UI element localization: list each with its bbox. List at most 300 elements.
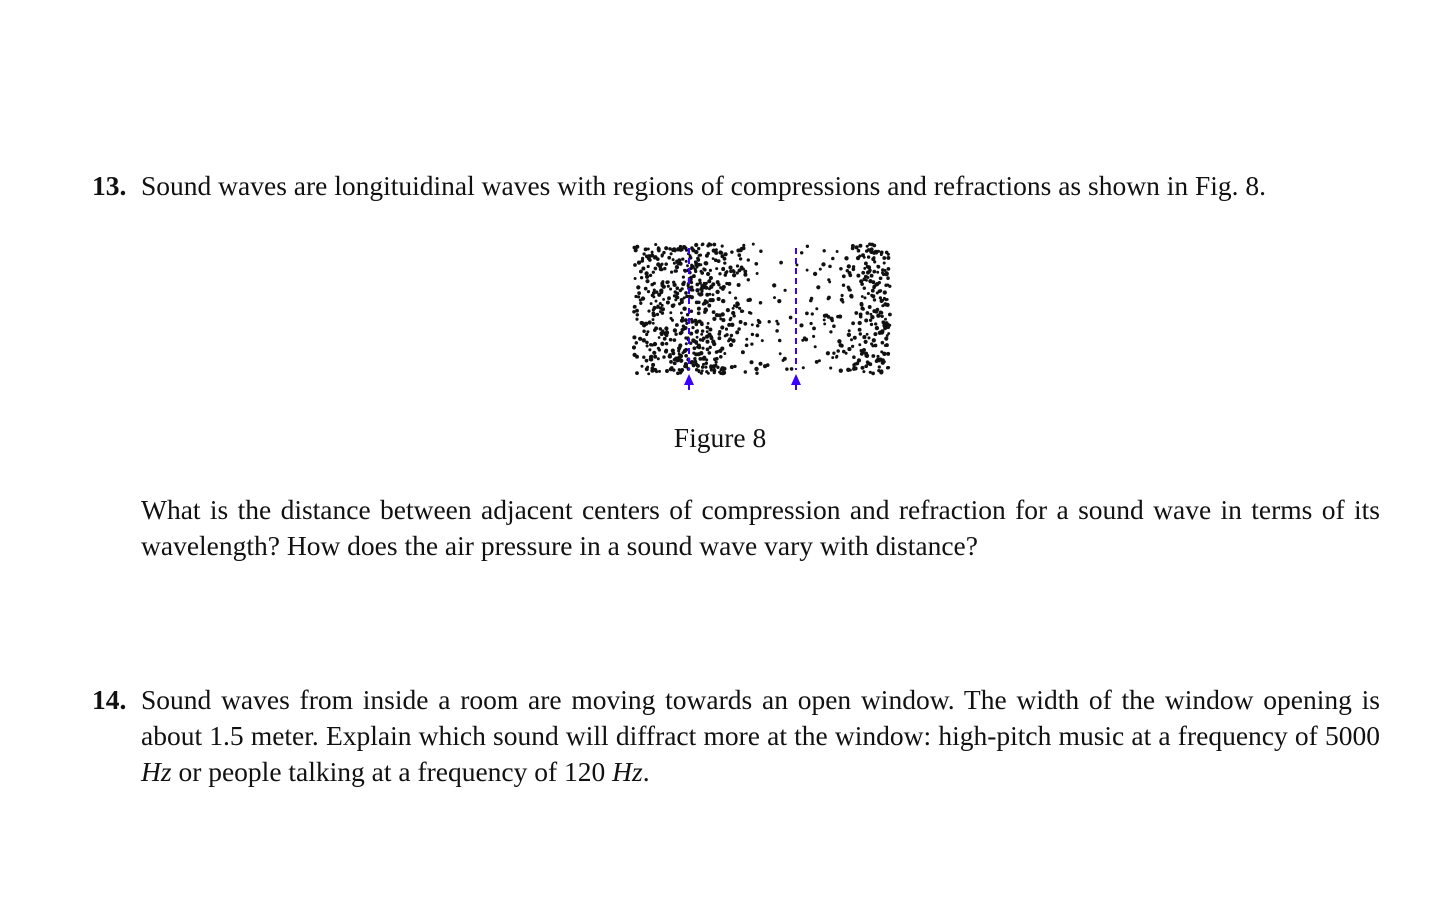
air-particle xyxy=(802,366,805,369)
air-particle xyxy=(647,247,650,250)
air-particle xyxy=(732,273,736,277)
air-particle xyxy=(866,333,869,336)
air-particle xyxy=(883,324,887,328)
air-particle xyxy=(706,348,710,352)
air-particle xyxy=(656,306,659,309)
air-particle xyxy=(880,251,884,255)
air-particle xyxy=(872,244,876,248)
air-particle xyxy=(862,370,865,373)
air-particle xyxy=(829,366,832,369)
air-particle xyxy=(652,271,655,274)
air-particle xyxy=(698,279,701,282)
air-particle xyxy=(695,323,699,327)
air-particle xyxy=(745,343,749,347)
air-particle xyxy=(652,322,655,325)
air-particle xyxy=(848,271,852,275)
air-particle xyxy=(728,291,731,294)
air-particle xyxy=(644,287,648,291)
air-particle xyxy=(883,360,886,363)
air-particle xyxy=(847,264,851,268)
air-particle xyxy=(866,311,870,315)
air-particle xyxy=(754,262,758,266)
air-particle xyxy=(638,337,642,341)
air-particle xyxy=(724,334,727,337)
air-particle xyxy=(861,295,864,298)
air-particle xyxy=(676,247,680,251)
air-particle xyxy=(696,336,699,339)
air-particle xyxy=(689,254,692,257)
air-particle xyxy=(664,326,668,330)
air-particle xyxy=(855,245,859,249)
air-particle xyxy=(693,319,697,323)
air-particle xyxy=(632,353,636,357)
air-particle xyxy=(685,295,689,299)
air-particle xyxy=(709,269,712,272)
air-particle xyxy=(809,299,813,303)
air-particle xyxy=(646,366,649,369)
air-particle xyxy=(712,310,716,314)
air-particle xyxy=(759,250,762,253)
air-particle xyxy=(888,285,891,288)
air-particle xyxy=(694,270,697,273)
air-particle xyxy=(838,315,842,319)
air-particle xyxy=(730,365,734,369)
air-particle xyxy=(734,297,737,300)
air-particle xyxy=(837,339,841,343)
air-particle xyxy=(672,283,676,287)
air-particle xyxy=(633,263,637,267)
air-particle xyxy=(720,325,724,329)
air-particle xyxy=(642,297,645,300)
air-particle xyxy=(671,319,674,322)
air-particle xyxy=(742,244,745,247)
air-particle xyxy=(687,284,690,287)
air-particle xyxy=(660,263,663,266)
air-particle xyxy=(690,295,694,299)
air-particle xyxy=(871,354,875,358)
air-particle xyxy=(685,342,688,345)
air-particle xyxy=(777,299,781,303)
air-particle xyxy=(858,255,861,258)
air-particle xyxy=(879,296,882,299)
air-particle xyxy=(737,283,741,287)
air-particle xyxy=(851,321,855,325)
air-particle xyxy=(664,262,668,266)
air-particle xyxy=(821,262,825,266)
air-particle xyxy=(871,257,875,261)
air-particle xyxy=(859,313,863,317)
air-particle xyxy=(828,265,832,269)
air-particle xyxy=(683,269,686,272)
air-particle xyxy=(678,368,681,371)
air-particle xyxy=(669,338,673,342)
air-particle xyxy=(720,368,723,371)
air-particle xyxy=(701,243,704,246)
air-particle xyxy=(751,323,754,326)
air-particle xyxy=(737,327,741,331)
air-particle xyxy=(661,253,664,256)
air-particle xyxy=(693,346,697,350)
air-particle xyxy=(676,261,680,265)
air-particle xyxy=(829,330,832,333)
air-particle xyxy=(712,317,716,321)
air-particle xyxy=(673,328,677,332)
air-particle xyxy=(657,249,661,253)
air-particle xyxy=(659,327,663,331)
air-particle xyxy=(690,276,693,279)
air-particle xyxy=(651,363,655,367)
air-particle xyxy=(750,342,753,345)
air-particle xyxy=(778,339,782,343)
air-particle xyxy=(715,290,719,294)
air-particle xyxy=(841,294,844,297)
air-particle xyxy=(790,367,794,371)
air-particle xyxy=(875,326,879,330)
air-particle xyxy=(823,318,826,321)
air-particle xyxy=(714,364,717,367)
air-particle xyxy=(712,342,716,346)
air-particle xyxy=(782,359,785,362)
air-particle xyxy=(748,298,752,302)
air-particle xyxy=(666,300,670,304)
air-particle xyxy=(747,278,750,281)
air-particle xyxy=(759,362,763,366)
air-particle xyxy=(642,330,646,334)
air-particle xyxy=(819,268,822,271)
air-particle xyxy=(747,258,750,261)
air-particle xyxy=(667,285,670,288)
air-particle xyxy=(641,267,645,271)
air-particle xyxy=(885,251,889,255)
air-particle xyxy=(870,274,874,278)
air-particle xyxy=(827,297,830,300)
air-particle xyxy=(647,265,650,268)
air-particle xyxy=(870,323,873,326)
air-particle xyxy=(675,265,679,269)
air-particle xyxy=(696,266,699,269)
air-particle xyxy=(717,283,720,286)
air-particle xyxy=(828,280,831,283)
air-particle xyxy=(737,253,741,257)
air-particle xyxy=(887,267,891,271)
air-particle xyxy=(779,352,782,355)
air-particle xyxy=(806,245,809,248)
air-particle xyxy=(863,256,866,259)
air-particle xyxy=(707,304,711,308)
air-particle xyxy=(696,257,700,261)
air-particle xyxy=(884,337,888,341)
air-particle xyxy=(707,279,711,283)
air-particle xyxy=(874,283,878,287)
air-particle xyxy=(801,339,804,342)
air-particle xyxy=(743,273,747,277)
air-particle xyxy=(727,323,731,327)
air-particle xyxy=(699,253,702,256)
air-particle xyxy=(868,362,872,366)
air-particle xyxy=(653,355,657,359)
air-particle xyxy=(645,279,649,283)
air-particle xyxy=(715,357,719,361)
air-particle xyxy=(860,303,864,307)
air-particle xyxy=(674,333,677,336)
air-particle xyxy=(881,271,884,274)
air-particle xyxy=(871,372,875,376)
air-particle xyxy=(846,368,850,372)
air-particle xyxy=(665,369,669,373)
air-particle xyxy=(815,307,818,310)
air-particle xyxy=(690,360,694,364)
air-particle xyxy=(636,285,640,289)
air-particle xyxy=(876,291,879,294)
air-particle xyxy=(842,283,845,286)
air-particle xyxy=(680,331,684,335)
air-particle xyxy=(754,367,758,371)
air-particle xyxy=(789,316,793,320)
air-particle xyxy=(852,355,856,359)
air-particle xyxy=(886,334,889,337)
air-particle xyxy=(705,340,709,344)
air-particle xyxy=(697,369,700,372)
air-particle xyxy=(739,257,742,260)
air-particle xyxy=(730,250,733,253)
air-particle xyxy=(649,355,653,359)
air-particle xyxy=(656,262,660,266)
air-particle xyxy=(680,355,683,358)
air-particle xyxy=(847,333,851,337)
air-particle xyxy=(729,270,733,274)
air-particle xyxy=(700,289,703,292)
air-particle xyxy=(756,324,760,328)
problem-13-question: What is the distance between adjacent centers of compression and refraction for a sound wave in terms of its wavelength? How does the air pressure in a sound wave vary with distance? xyxy=(141,494,1380,561)
air-particle xyxy=(702,363,705,366)
air-particle xyxy=(832,352,835,355)
air-particle xyxy=(665,330,669,334)
air-particle xyxy=(861,307,864,310)
air-particle xyxy=(733,365,736,368)
air-particle xyxy=(640,276,643,279)
air-particle xyxy=(654,267,658,271)
air-particle xyxy=(730,334,733,337)
air-particle xyxy=(813,272,817,276)
air-particle xyxy=(705,293,709,297)
air-particle xyxy=(686,264,689,267)
air-particle xyxy=(635,371,639,375)
air-particle xyxy=(648,258,652,262)
air-particles xyxy=(632,242,892,375)
air-particle xyxy=(867,336,870,339)
air-particle xyxy=(694,260,697,263)
problem-text-part: Sound waves from inside a room are moving towards an open window. The width of the window opening is about 1.5 meter. Explain which sound will diffract more at the window: high-pitch music at a frequency of 5000 xyxy=(141,684,1380,751)
air-particle xyxy=(874,310,878,314)
air-particle xyxy=(651,251,654,254)
air-particle xyxy=(659,310,662,313)
air-particle xyxy=(870,294,873,297)
air-particle xyxy=(649,274,652,277)
air-particle xyxy=(657,347,660,350)
air-particle xyxy=(859,332,862,335)
unit-hz: Hz xyxy=(141,756,172,787)
air-particle xyxy=(718,272,721,275)
air-particle xyxy=(849,289,852,292)
air-particle xyxy=(870,247,874,251)
air-particle xyxy=(875,359,879,363)
air-particle xyxy=(684,291,688,295)
air-particle xyxy=(823,322,826,325)
air-particle xyxy=(708,298,712,302)
air-particle xyxy=(682,307,686,311)
air-particle xyxy=(655,300,658,303)
air-particle xyxy=(701,357,704,360)
compression-arrow-icon xyxy=(684,374,694,385)
air-particle xyxy=(861,271,865,275)
air-particle xyxy=(675,286,679,290)
air-particle xyxy=(658,336,661,339)
air-particle xyxy=(634,277,637,280)
air-particle xyxy=(851,247,855,251)
air-particle xyxy=(664,349,668,353)
air-particle xyxy=(708,287,711,290)
air-particle xyxy=(881,268,885,272)
air-particle xyxy=(723,352,726,355)
air-particle xyxy=(685,322,688,325)
air-particle xyxy=(812,335,815,338)
air-particle xyxy=(739,320,743,324)
air-particle xyxy=(857,358,861,362)
air-particle xyxy=(652,312,656,316)
air-particle xyxy=(751,333,754,336)
air-particle xyxy=(776,322,779,325)
air-particle xyxy=(652,308,655,311)
air-particle xyxy=(752,243,755,246)
air-particle xyxy=(659,306,662,309)
air-particle xyxy=(705,326,709,330)
air-particle xyxy=(858,321,862,325)
air-particle xyxy=(657,357,660,360)
air-particle xyxy=(836,349,840,353)
air-particle xyxy=(852,265,855,268)
air-particle xyxy=(800,251,803,254)
problem-number: 14. xyxy=(92,684,127,715)
air-particle xyxy=(665,342,668,345)
air-particle xyxy=(854,311,858,315)
air-particle xyxy=(635,341,638,344)
air-particle xyxy=(882,352,885,355)
air-particle xyxy=(698,293,702,297)
air-particle xyxy=(642,252,645,255)
air-particle xyxy=(881,329,885,333)
air-particle xyxy=(634,248,638,252)
air-particle xyxy=(876,271,879,274)
air-particle xyxy=(645,341,649,345)
air-particle xyxy=(633,305,637,309)
air-particle xyxy=(697,311,701,315)
air-particle xyxy=(839,369,843,373)
air-particle xyxy=(672,258,675,261)
air-particle xyxy=(728,337,732,341)
air-particle xyxy=(648,348,651,351)
air-particle xyxy=(815,360,819,364)
air-particle xyxy=(635,318,638,321)
air-particle xyxy=(878,281,881,284)
air-particle xyxy=(675,292,679,296)
air-particle xyxy=(717,297,721,301)
air-particle xyxy=(867,292,870,295)
air-particle xyxy=(670,271,673,274)
air-particle xyxy=(639,270,643,274)
problem-text: Sound waves are longituidinal waves with regions of compressions and refractions as shown in Fig. 8. xyxy=(141,170,1267,201)
air-particle xyxy=(678,302,681,305)
air-particle xyxy=(741,350,745,354)
air-particle xyxy=(668,354,672,358)
air-particle xyxy=(706,330,709,333)
air-particle xyxy=(852,363,855,366)
air-particle xyxy=(886,277,890,281)
air-particle xyxy=(750,360,754,364)
air-particle xyxy=(632,335,636,339)
air-particle xyxy=(868,269,871,272)
air-particle xyxy=(860,282,864,286)
air-particle xyxy=(872,280,876,284)
air-particle xyxy=(695,342,698,345)
air-particle xyxy=(717,336,721,340)
problem-text xyxy=(141,682,1380,790)
air-particle xyxy=(678,343,682,347)
air-particle xyxy=(721,371,725,375)
air-particle xyxy=(646,344,649,347)
air-particle xyxy=(650,302,653,305)
problem-number: 13. xyxy=(92,170,127,201)
air-particle xyxy=(881,341,885,345)
air-particle xyxy=(852,367,856,371)
air-particle xyxy=(831,319,834,322)
air-particle xyxy=(653,368,657,372)
air-particle xyxy=(715,267,718,270)
air-particle xyxy=(673,338,677,342)
air-particle xyxy=(816,285,820,289)
air-particle xyxy=(884,344,887,347)
air-particle xyxy=(702,267,705,270)
air-particle xyxy=(884,283,888,287)
air-particle xyxy=(708,327,712,331)
air-particle xyxy=(709,364,712,367)
air-particle xyxy=(683,365,686,368)
air-particle xyxy=(705,309,708,312)
air-particle xyxy=(700,333,703,336)
air-particle xyxy=(642,356,645,359)
air-particle xyxy=(681,316,684,319)
air-particle xyxy=(735,305,738,308)
air-particle xyxy=(858,244,862,248)
air-particle xyxy=(886,256,890,260)
air-particle xyxy=(720,251,723,254)
air-particle xyxy=(712,257,715,260)
air-particle xyxy=(726,308,730,312)
air-particle xyxy=(832,324,836,328)
air-particle xyxy=(761,339,764,342)
air-particle xyxy=(701,339,704,342)
air-particle xyxy=(641,365,644,368)
air-particle xyxy=(669,287,672,290)
air-particle xyxy=(701,329,705,333)
air-particle xyxy=(731,311,735,315)
air-particle xyxy=(847,347,851,351)
air-particle xyxy=(848,329,851,332)
air-particle xyxy=(732,307,735,310)
air-particle xyxy=(682,281,685,284)
air-particle xyxy=(668,247,671,250)
air-particle xyxy=(863,286,866,289)
air-particle xyxy=(650,283,654,287)
